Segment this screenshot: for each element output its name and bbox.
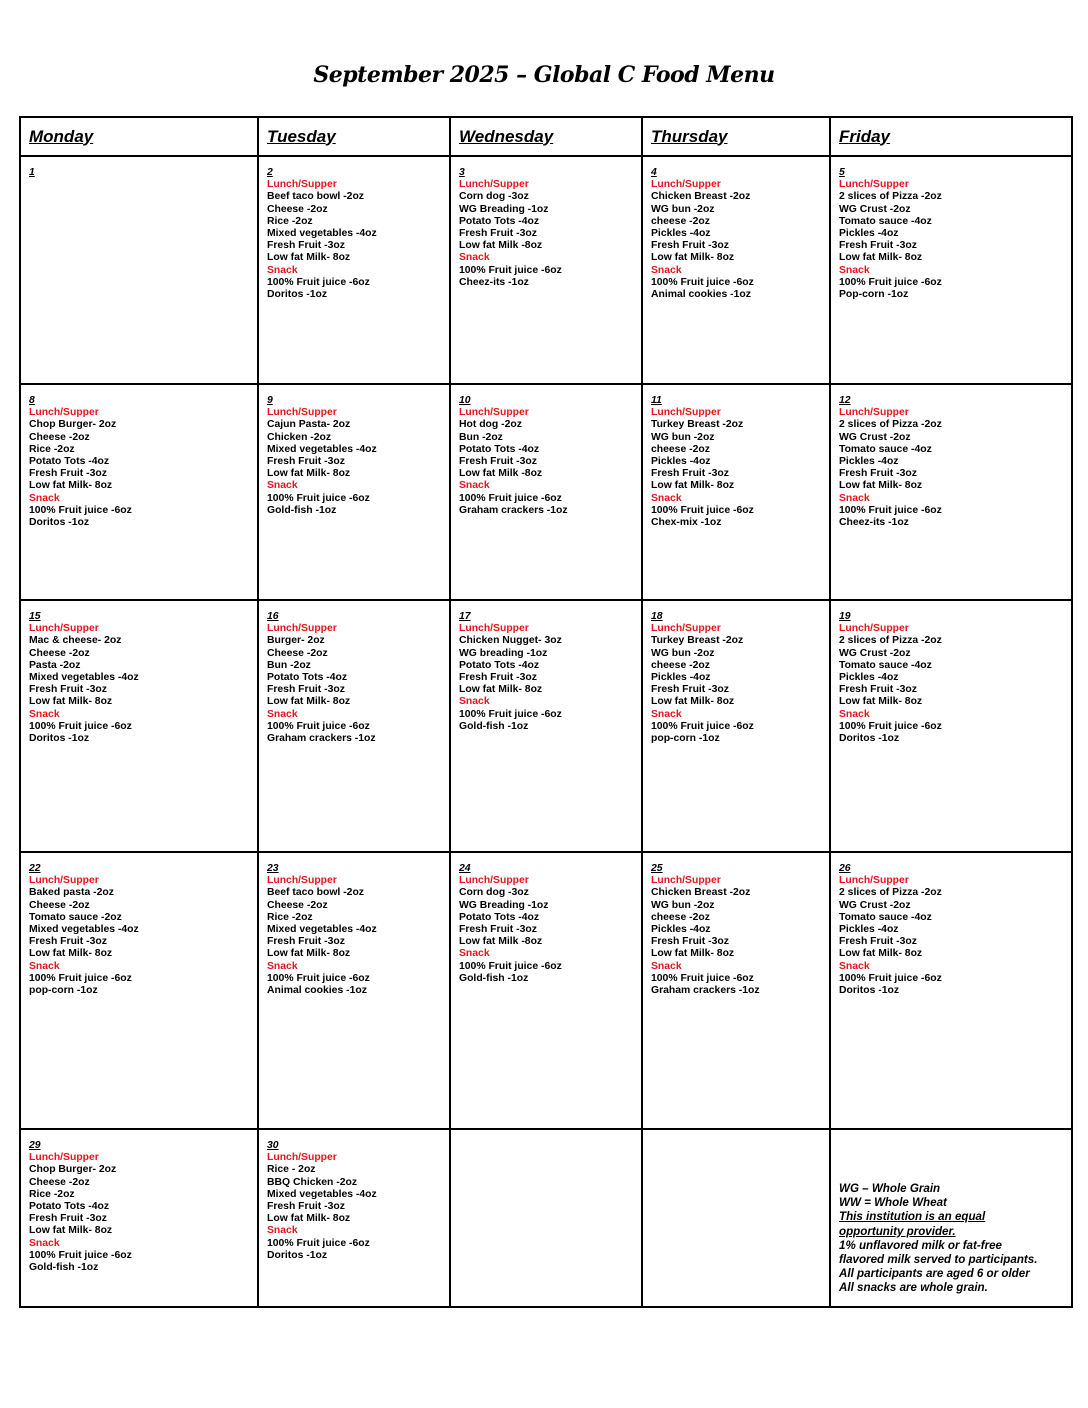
- lunch-item: Rice -2oz: [29, 443, 75, 455]
- day-cell: [258, 1129, 450, 1307]
- lunch-item: Pasta -2oz: [29, 659, 81, 671]
- lunch-item: Pickles -4oz: [651, 924, 711, 936]
- lunch-item: Low fat Milk- 8oz: [839, 252, 923, 264]
- day-number: 4: [651, 167, 657, 178]
- day-menu: [831, 157, 1071, 301]
- snack-label: Snack: [29, 708, 60, 720]
- lunch-supper-label: Lunch/Supper: [29, 1152, 99, 1164]
- lunch-item: Fresh Fruit -3oz: [267, 240, 345, 252]
- notes: [831, 1130, 1071, 1296]
- lunch-supper-label: Lunch/Supper: [267, 875, 337, 887]
- snack-item: Graham crackers -1oz: [651, 985, 760, 997]
- day-menu: [643, 157, 829, 301]
- snack-label: Snack: [839, 492, 870, 504]
- day-menu: [831, 385, 1071, 529]
- lunch-item: Low fat Milk- 8oz: [267, 696, 351, 708]
- lunch-item: Mixed vegetables -4oz: [267, 1188, 377, 1200]
- snack-label: Snack: [839, 960, 870, 972]
- lunch-item: Pickles -4oz: [839, 924, 899, 936]
- lunch-item: Mixed vegetables -4oz: [267, 228, 377, 240]
- snack-item: Doritos -1oz: [267, 289, 328, 301]
- lunch-item: Pickles -4oz: [839, 672, 899, 684]
- snack-item: 100% Fruit juice -6oz: [459, 960, 562, 972]
- day-number: 2: [267, 167, 273, 178]
- day-cell: [830, 600, 1072, 852]
- snack-item: Doritos -1oz: [839, 733, 900, 745]
- lunch-item: Low fat Milk- 8oz: [267, 1213, 351, 1225]
- lunch-item: WG bun -2oz: [651, 431, 715, 443]
- snack-label: Snack: [839, 264, 870, 276]
- lunch-item: Fresh Fruit -3oz: [459, 672, 537, 684]
- lunch-item: Low fat Milk- 8oz: [839, 948, 923, 960]
- day-number: 23: [267, 863, 279, 874]
- lunch-item: Cheese -2oz: [29, 431, 90, 443]
- lunch-supper-label: Lunch/Supper: [651, 875, 721, 887]
- lunch-item: Fresh Fruit -3oz: [651, 468, 729, 480]
- day-menu: [643, 385, 829, 529]
- day-menu: [259, 601, 449, 745]
- lunch-item: Chicken Nugget- 3oz: [459, 635, 562, 647]
- week-row: [20, 384, 1072, 600]
- lunch-item: WG Breading -1oz: [459, 203, 549, 215]
- empty-cell: [642, 1129, 830, 1307]
- lunch-item: Chop Burger- 2oz: [29, 419, 117, 431]
- lunch-item: Fresh Fruit -3oz: [839, 936, 917, 948]
- lunch-item: Mixed vegetables -4oz: [29, 672, 139, 684]
- lunch-item: WG bun -2oz: [651, 647, 715, 659]
- lunch-item: Potato Tots -4oz: [459, 911, 540, 923]
- day-number: 1: [29, 167, 35, 178]
- lunch-item: Hot dog -2oz: [459, 419, 522, 431]
- snack-label: Snack: [267, 264, 298, 276]
- lunch-item: Low fat Milk- 8oz: [839, 696, 923, 708]
- lunch-supper-label: Lunch/Supper: [267, 623, 337, 635]
- snack-item: Gold-fish -1oz: [459, 972, 529, 984]
- lunch-item: Cheese -2oz: [29, 1176, 90, 1188]
- day-menu: [831, 853, 1071, 997]
- snack-item: pop-corn -1oz: [29, 985, 98, 997]
- snack-item: Cheez-its -1oz: [459, 276, 529, 288]
- lunch-item: Rice -2oz: [29, 1188, 75, 1200]
- snack-item: Gold-fish -1oz: [29, 1262, 99, 1274]
- snack-label: Snack: [651, 492, 682, 504]
- lunch-supper-label: Lunch/Supper: [267, 179, 337, 191]
- menu-calendar: [19, 116, 1073, 1308]
- lunch-item: Low fat Milk- 8oz: [267, 252, 351, 264]
- snack-item: Doritos -1oz: [267, 1249, 328, 1261]
- equal-opportunity-note: This institution is an equal: [839, 1210, 986, 1224]
- day-number: 18: [651, 611, 663, 622]
- day-cell: [258, 852, 450, 1129]
- day-cell: [20, 384, 258, 600]
- lunch-supper-label: Lunch/Supper: [29, 875, 99, 887]
- lunch-item: Fresh Fruit -3oz: [651, 684, 729, 696]
- day-cell: [258, 384, 450, 600]
- lunch-item: cheese -2oz: [651, 911, 710, 923]
- lunch-item: Fresh Fruit -3oz: [651, 936, 729, 948]
- snack-label: Snack: [459, 696, 490, 708]
- lunch-item: Fresh Fruit -3oz: [267, 1201, 345, 1213]
- weekday-header-row: [20, 117, 1072, 156]
- lunch-item: Fresh Fruit -3oz: [267, 936, 345, 948]
- day-menu: [643, 601, 829, 745]
- lunch-item: Low fat Milk- 8oz: [651, 480, 735, 492]
- snack-label: Snack: [459, 480, 490, 492]
- lunch-item: Fresh Fruit -3oz: [459, 228, 537, 240]
- day-number: 22: [29, 863, 41, 874]
- day-cell: [20, 852, 258, 1129]
- snack-item: 100% Fruit juice -6oz: [651, 504, 754, 516]
- equal-opportunity-note: opportunity provider.: [839, 1224, 956, 1238]
- snack-item: Doritos -1oz: [29, 733, 90, 745]
- day-number: 10: [459, 395, 471, 406]
- wg-note: WG – Whole Grain: [839, 1182, 941, 1195]
- lunch-item: Low fat Milk- 8oz: [29, 696, 113, 708]
- week-row: [20, 852, 1072, 1129]
- lunch-item: Bun -2oz: [267, 659, 311, 671]
- lunch-item: Tomato sauce -4oz: [839, 215, 932, 227]
- lunch-item: Mixed vegetables -4oz: [29, 924, 139, 936]
- snack-label: Snack: [29, 492, 60, 504]
- lunch-item: Rice -2oz: [267, 911, 313, 923]
- lunch-item: Low fat Milk -8oz: [459, 936, 543, 948]
- lunch-supper-label: Lunch/Supper: [839, 407, 909, 419]
- lunch-item: Cheese -2oz: [267, 647, 328, 659]
- lunch-item: Beef taco bowl -2oz: [267, 191, 364, 203]
- day-cell: [450, 852, 642, 1129]
- snack-label: Snack: [267, 708, 298, 720]
- day-number: 17: [459, 611, 471, 622]
- snack-label: Snack: [267, 480, 298, 492]
- lunch-item: Chop Burger- 2oz: [29, 1164, 117, 1176]
- lunch-item: Beef taco bowl -2oz: [267, 887, 364, 899]
- day-cell: [830, 156, 1072, 384]
- day-menu: [259, 157, 449, 301]
- snack-item: 100% Fruit juice -6oz: [29, 1249, 132, 1261]
- day-menu: [451, 157, 641, 289]
- snack-label: Snack: [459, 948, 490, 960]
- day-menu: [21, 385, 257, 529]
- page-title: September 2025 – Global C Food Menu: [313, 62, 775, 88]
- day-number: 15: [29, 611, 41, 622]
- day-menu: [21, 601, 257, 745]
- lunch-item: Turkey Breast -2oz: [651, 635, 744, 647]
- day-cell: [20, 156, 258, 384]
- lunch-item: Fresh Fruit -3oz: [839, 468, 917, 480]
- snack-item: 100% Fruit juice -6oz: [267, 720, 370, 732]
- snack-item: Chex-mix -1oz: [651, 517, 722, 529]
- snack-label: Snack: [839, 708, 870, 720]
- day-menu: [259, 853, 449, 997]
- lunch-supper-label: Lunch/Supper: [459, 407, 529, 419]
- week-row: [20, 156, 1072, 384]
- week-row: [20, 600, 1072, 852]
- lunch-item: Fresh Fruit -3oz: [29, 684, 107, 696]
- lunch-item: Rice -2oz: [267, 215, 313, 227]
- milk-note: flavored milk served to participants.: [839, 1253, 1038, 1267]
- day-cell: [258, 156, 450, 384]
- lunch-item: Potato Tots -4oz: [459, 659, 540, 671]
- weekday-header-wednesday: Wednesday: [450, 117, 642, 156]
- lunch-item: Tomato sauce -2oz: [29, 911, 122, 923]
- lunch-item: WG Crust -2oz: [839, 899, 911, 911]
- day-number: 25: [651, 863, 663, 874]
- lunch-item: Chicken Breast -2oz: [651, 191, 751, 203]
- snack-label: Snack: [267, 1225, 298, 1237]
- lunch-item: Potato Tots -4oz: [29, 456, 110, 468]
- lunch-supper-label: Lunch/Supper: [29, 407, 99, 419]
- lunch-item: Potato Tots -4oz: [267, 672, 348, 684]
- snack-label: Snack: [651, 960, 682, 972]
- snack-item: Pop-corn -1oz: [839, 289, 909, 301]
- day-menu: [831, 601, 1071, 745]
- lunch-item: WG bun -2oz: [651, 899, 715, 911]
- lunch-item: Fresh Fruit -3oz: [267, 456, 345, 468]
- day-cell: [830, 384, 1072, 600]
- lunch-item: Tomato sauce -4oz: [839, 659, 932, 671]
- lunch-item: Low fat Milk -8oz: [459, 468, 543, 480]
- lunch-supper-label: Lunch/Supper: [839, 623, 909, 635]
- snack-item: 100% Fruit juice -6oz: [459, 492, 562, 504]
- week-row: [20, 1129, 1072, 1307]
- snack-item: 100% Fruit juice -6oz: [267, 972, 370, 984]
- lunch-item: Low fat Milk- 8oz: [267, 468, 351, 480]
- lunch-item: Pickles -4oz: [839, 456, 899, 468]
- weekday-header-monday: Monday: [20, 117, 258, 156]
- snack-item: Gold-fish -1oz: [459, 720, 529, 732]
- snack-item: pop-corn -1oz: [651, 733, 720, 745]
- day-number: 12: [839, 395, 851, 406]
- snack-item: Doritos -1oz: [29, 517, 90, 529]
- lunch-item: 2 slices of Pizza -2oz: [839, 635, 942, 647]
- milk-note: 1% unflavored milk or fat-free: [839, 1238, 1002, 1252]
- day-cell: [642, 384, 830, 600]
- lunch-item: Low fat Milk- 8oz: [459, 684, 543, 696]
- lunch-supper-label: Lunch/Supper: [459, 875, 529, 887]
- snack-item: 100% Fruit juice -6oz: [267, 1237, 370, 1249]
- day-cell: [258, 600, 450, 852]
- snack-item: 100% Fruit juice -6oz: [651, 972, 754, 984]
- lunch-item: Chicken Breast -2oz: [651, 887, 751, 899]
- lunch-item: Mixed vegetables -4oz: [267, 924, 377, 936]
- snack-item: 100% Fruit juice -6oz: [839, 972, 942, 984]
- lunch-supper-label: Lunch/Supper: [29, 623, 99, 635]
- snack-item: 100% Fruit juice -6oz: [267, 492, 370, 504]
- lunch-item: Tomato sauce -4oz: [839, 443, 932, 455]
- day-menu: [21, 157, 257, 179]
- lunch-item: Bun -2oz: [459, 431, 503, 443]
- snacks-note: All snacks are whole grain.: [839, 1281, 988, 1295]
- lunch-item: Low fat Milk- 8oz: [839, 480, 923, 492]
- snack-item: Doritos -1oz: [839, 985, 900, 997]
- day-number: 5: [839, 167, 845, 178]
- lunch-item: Pickles -4oz: [651, 228, 711, 240]
- snack-label: Snack: [651, 264, 682, 276]
- snack-item: Animal cookies -1oz: [651, 289, 751, 301]
- day-cell: [20, 1129, 258, 1307]
- snack-item: 100% Fruit juice -6oz: [651, 276, 754, 288]
- weekday-header-thursday: Thursday: [642, 117, 830, 156]
- lunch-supper-label: Lunch/Supper: [839, 875, 909, 887]
- day-menu: [451, 853, 641, 985]
- lunch-supper-label: Lunch/Supper: [267, 1152, 337, 1164]
- lunch-item: 2 slices of Pizza -2oz: [839, 191, 942, 203]
- lunch-item: Low fat Milk- 8oz: [651, 696, 735, 708]
- snack-item: Graham crackers -1oz: [459, 504, 568, 516]
- lunch-item: WG breading -1oz: [459, 647, 548, 659]
- lunch-item: Mixed vegetables -4oz: [267, 443, 377, 455]
- lunch-item: Potato Tots -4oz: [459, 215, 540, 227]
- lunch-item: Baked pasta -2oz: [29, 887, 114, 899]
- snack-item: Gold-fish -1oz: [267, 504, 337, 516]
- lunch-item: Potato Tots -4oz: [29, 1201, 110, 1213]
- lunch-item: Cheese -2oz: [267, 899, 328, 911]
- snack-label: Snack: [267, 960, 298, 972]
- day-menu: [21, 1130, 257, 1274]
- snack-item: 100% Fruit juice -6oz: [839, 504, 942, 516]
- weekday-header-tuesday: Tuesday: [258, 117, 450, 156]
- lunch-item: Pickles -4oz: [839, 228, 899, 240]
- day-number: 11: [651, 395, 662, 406]
- lunch-supper-label: Lunch/Supper: [651, 623, 721, 635]
- day-menu: [259, 1130, 449, 1262]
- day-cell: [642, 852, 830, 1129]
- day-cell: [450, 384, 642, 600]
- day-cell: [450, 156, 642, 384]
- snack-item: Cheez-its -1oz: [839, 517, 909, 529]
- snack-item: 100% Fruit juice -6oz: [29, 972, 132, 984]
- lunch-item: Fresh Fruit -3oz: [839, 684, 917, 696]
- lunch-item: Cheese -2oz: [29, 647, 90, 659]
- lunch-item: Fresh Fruit -3oz: [459, 456, 537, 468]
- lunch-item: Potato Tots -4oz: [459, 443, 540, 455]
- day-number: 26: [839, 863, 851, 874]
- lunch-item: Fresh Fruit -3oz: [29, 936, 107, 948]
- lunch-item: Fresh Fruit -3oz: [267, 684, 345, 696]
- snack-label: Snack: [459, 252, 490, 264]
- day-number: 19: [839, 611, 851, 622]
- lunch-item: Corn dog -3oz: [459, 191, 529, 203]
- snack-label: Snack: [29, 960, 60, 972]
- lunch-item: Low fat Milk- 8oz: [267, 948, 351, 960]
- day-menu: [259, 385, 449, 517]
- day-cell: [642, 600, 830, 852]
- lunch-item: Low fat Milk- 8oz: [651, 948, 735, 960]
- lunch-item: 2 slices of Pizza -2oz: [839, 887, 942, 899]
- ages-note: All participants are aged 6 or older: [839, 1267, 1030, 1281]
- lunch-item: 2 slices of Pizza -2oz: [839, 419, 942, 431]
- day-cell: [642, 156, 830, 384]
- lunch-item: Cajun Pasta- 2oz: [267, 419, 351, 431]
- lunch-item: Low fat Milk- 8oz: [651, 252, 735, 264]
- lunch-item: Fresh Fruit -3oz: [651, 240, 729, 252]
- lunch-supper-label: Lunch/Supper: [651, 179, 721, 191]
- day-menu: [643, 853, 829, 997]
- snack-item: Animal cookies -1oz: [267, 985, 367, 997]
- day-number: 3: [459, 167, 465, 178]
- lunch-item: WG Crust -2oz: [839, 203, 911, 215]
- empty-cell: [450, 1129, 642, 1307]
- day-cell: [450, 600, 642, 852]
- lunch-item: Fresh Fruit -3oz: [839, 240, 917, 252]
- lunch-item: Low fat Milk -8oz: [459, 240, 543, 252]
- snack-item: 100% Fruit juice -6oz: [839, 276, 942, 288]
- lunch-item: Cheese -2oz: [267, 203, 328, 215]
- lunch-item: Turkey Breast -2oz: [651, 419, 744, 431]
- weekday-header-friday: Friday: [830, 117, 1072, 156]
- lunch-item: cheese -2oz: [651, 215, 710, 227]
- lunch-supper-label: Lunch/Supper: [839, 179, 909, 191]
- day-cell: [20, 600, 258, 852]
- lunch-item: Pickles -4oz: [651, 672, 711, 684]
- lunch-item: Chicken -2oz: [267, 431, 332, 443]
- snack-item: 100% Fruit juice -6oz: [267, 276, 370, 288]
- day-number: 9: [267, 395, 273, 406]
- notes-cell: [830, 1129, 1072, 1307]
- lunch-item: cheese -2oz: [651, 443, 710, 455]
- snack-item: 100% Fruit juice -6oz: [29, 504, 132, 516]
- lunch-supper-label: Lunch/Supper: [267, 407, 337, 419]
- lunch-item: Low fat Milk- 8oz: [29, 1225, 113, 1237]
- lunch-item: Fresh Fruit -3oz: [29, 1213, 107, 1225]
- lunch-item: WG Crust -2oz: [839, 431, 911, 443]
- snack-item: 100% Fruit juice -6oz: [29, 720, 132, 732]
- snack-item: 100% Fruit juice -6oz: [459, 264, 562, 276]
- snack-item: 100% Fruit juice -6oz: [839, 720, 942, 732]
- lunch-item: Low fat Milk- 8oz: [29, 480, 113, 492]
- lunch-item: WG Breading -1oz: [459, 899, 549, 911]
- lunch-item: Mac & cheese- 2oz: [29, 635, 122, 647]
- lunch-item: Rice - 2oz: [267, 1164, 316, 1176]
- snack-item: 100% Fruit juice -6oz: [651, 720, 754, 732]
- day-cell: [830, 852, 1072, 1129]
- lunch-item: Tomato sauce -4oz: [839, 911, 932, 923]
- lunch-item: Corn dog -3oz: [459, 887, 529, 899]
- snack-label: Snack: [651, 708, 682, 720]
- lunch-item: BBQ Chicken -2oz: [267, 1176, 358, 1188]
- lunch-item: WG bun -2oz: [651, 203, 715, 215]
- day-number: 30: [267, 1140, 279, 1151]
- lunch-item: Fresh Fruit -3oz: [29, 468, 107, 480]
- snack-item: 100% Fruit juice -6oz: [459, 708, 562, 720]
- day-number: 8: [29, 395, 35, 406]
- day-menu: [21, 853, 257, 997]
- day-number: 29: [29, 1140, 41, 1151]
- lunch-item: Fresh Fruit -3oz: [459, 924, 537, 936]
- snack-label: Snack: [29, 1237, 60, 1249]
- lunch-supper-label: Lunch/Supper: [651, 407, 721, 419]
- lunch-item: Low fat Milk- 8oz: [29, 948, 113, 960]
- ww-note: WW = Whole Wheat: [839, 1196, 947, 1210]
- lunch-item: cheese -2oz: [651, 659, 710, 671]
- day-number: 24: [459, 863, 471, 874]
- day-menu: [451, 385, 641, 517]
- day-menu: [451, 601, 641, 733]
- lunch-supper-label: Lunch/Supper: [459, 623, 529, 635]
- lunch-item: Pickles -4oz: [651, 456, 711, 468]
- lunch-supper-label: Lunch/Supper: [459, 179, 529, 191]
- snack-item: Graham crackers -1oz: [267, 733, 376, 745]
- lunch-item: Burger- 2oz: [267, 635, 325, 647]
- lunch-item: Cheese -2oz: [29, 899, 90, 911]
- lunch-item: WG Crust -2oz: [839, 647, 911, 659]
- day-number: 16: [267, 611, 279, 622]
